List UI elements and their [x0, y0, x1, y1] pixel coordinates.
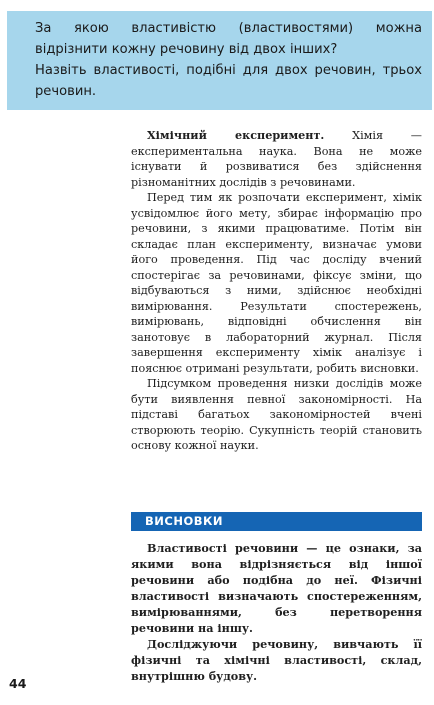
conclusions-text: [131, 540, 422, 684]
conclusions-paragraph-2: Досліджуючи речовину, вивчають її фізичні та хімічні властивості, склад, внутрішню будову.: [131, 637, 422, 683]
conclusions-paragraph-1: Властивості речовини — це ознаки, за якими вона відрізняється від іншої речовини або подібна до неї. Фізичні властивості визначають спостереженням, вимірюваннями, без перетворення речовини на іншу.: [131, 541, 422, 635]
main-paragraph-2: Перед тим як розпочати експеримент, хімік усвідомлює його мету, збирає інформацію про речовини, з якими працюватиме. Потім він складає план експерименту, визначає умови його проведення. Під час досліду вчений спостерігає за речовинами, фіксує зміни, що відбуваються з ними, здійснює необхідні вимірювання. Результати спостережень, вимірювань, відповідні обчислення він занотовує в лабораторний журнал. Після завершення експерименту хімік аналізує і пояснює отримані результати, робить висновки.: [131, 191, 422, 375]
main-text: [131, 128, 422, 454]
task-box: [7, 11, 432, 110]
conclusions-heading-bar: [131, 512, 422, 531]
task-question-2: Назвіть властивості, подібні для двох речовин, трьох речовин.: [35, 63, 422, 99]
task-question-1: За якою властивістю (властивостями) можна відрізнити кожну речовину від двох інших?: [35, 21, 422, 57]
main-paragraph-3: Підсумком проведення низки дослідів може бути виявлення певної закономірності. На підставі багатьох закономірностей вчені створюють теорію. Сукупність теорій становить основу кожної науки.: [131, 377, 422, 452]
section-title-chemical-experiment: Хімічний експеримент.: [147, 128, 325, 142]
conclusions-heading: ВИСНОВКИ: [145, 514, 224, 528]
main-paragraph-1-text: Хімія — експериментальна наука. Вона не може існувати й розвиватися без здійснення різноманітних дослідів з речовинами.: [131, 129, 422, 189]
main-paragraph-1: [131, 128, 422, 190]
page-number: 44: [9, 676, 27, 691]
